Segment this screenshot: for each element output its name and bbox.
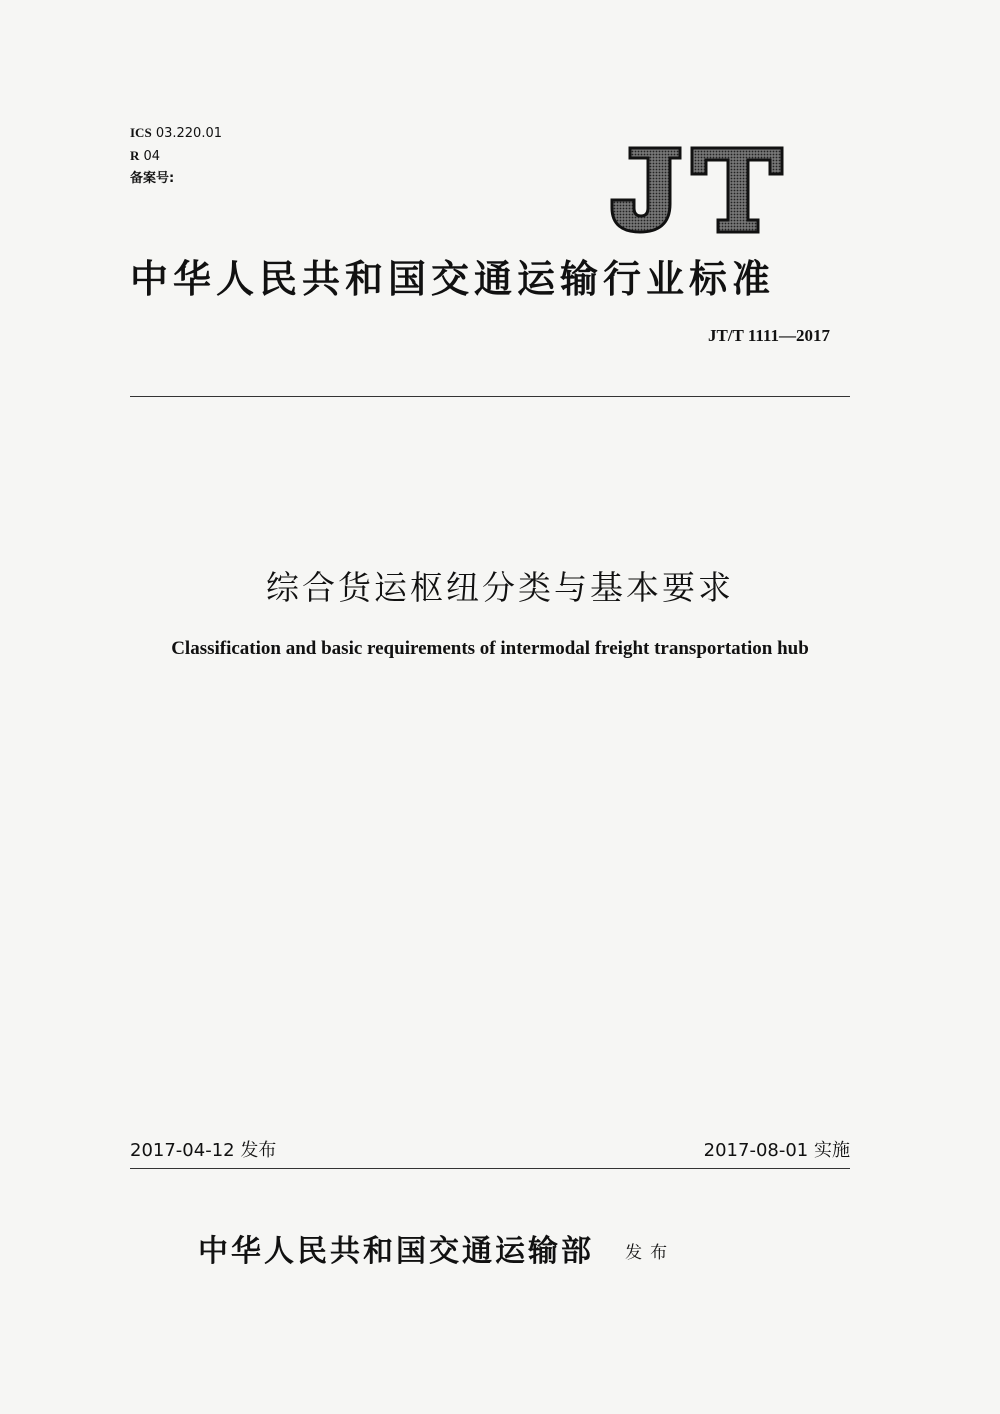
jt-logo xyxy=(610,144,786,236)
logo-text: JT xyxy=(610,144,611,145)
document-title-chinese: 综合货运枢纽分类与基本要求 xyxy=(266,568,734,607)
document-title-english: Classification and basic requirements of intermodal freight transportation hub xyxy=(171,638,809,659)
record-number-row xyxy=(130,168,222,190)
standard-category-title: 中华人民共和国交通运输行业标准 xyxy=(130,256,776,301)
ics-value: 03.220.01 xyxy=(155,126,222,141)
ics-label: ICS xyxy=(130,125,152,140)
ics-code-row xyxy=(130,122,222,145)
publisher-action: 发布 xyxy=(625,1243,676,1263)
standard-number: JT/T 1111—2017 xyxy=(707,326,830,345)
publisher-line xyxy=(198,1226,675,1270)
top-divider xyxy=(130,396,850,397)
class-value: 04 xyxy=(143,149,161,164)
bottom-divider xyxy=(130,1168,850,1169)
implementation-date: 2017-08-01 实施 xyxy=(703,1140,850,1161)
record-number-label: 备案号: xyxy=(130,171,175,186)
class-code-row xyxy=(130,145,222,168)
class-label: R xyxy=(130,148,140,163)
issue-date: 2017-04-12 发布 xyxy=(130,1140,277,1161)
publisher-organization: 中华人民共和国交通运输部 xyxy=(198,1234,594,1269)
classification-codes xyxy=(130,122,222,190)
